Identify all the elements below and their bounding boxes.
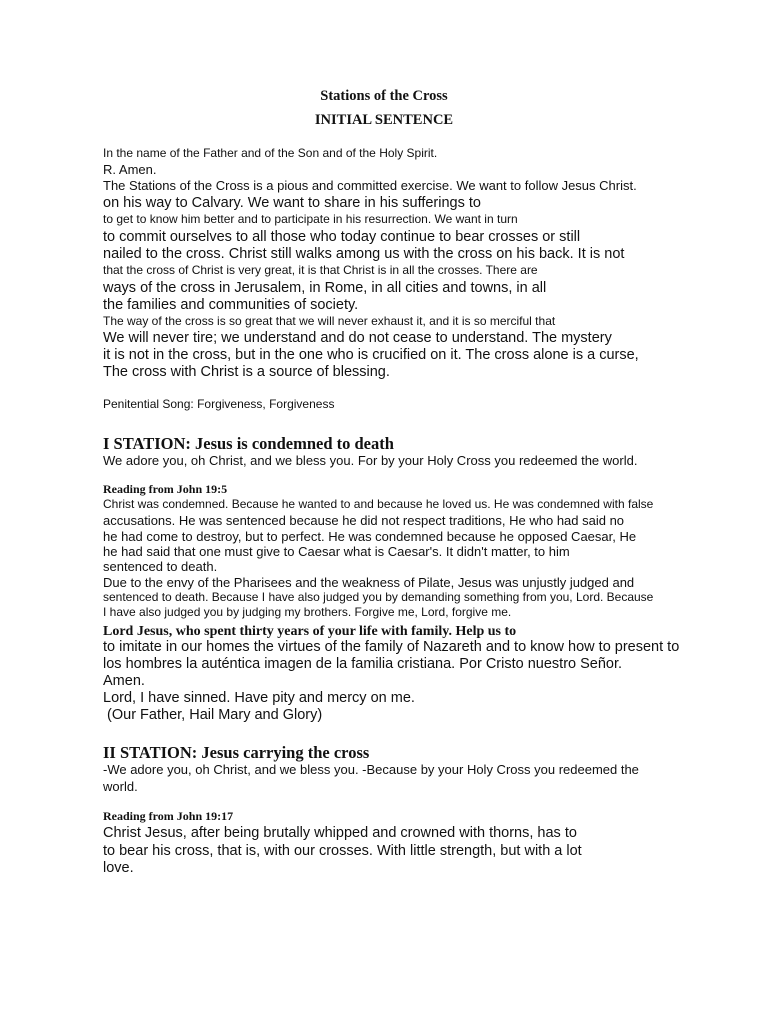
intro-line: that the cross of Christ is very great, it is that Christ is in all the crosses. There are	[103, 263, 538, 277]
station-2-reading-title: Reading from John 19:17	[103, 809, 234, 823]
prayer-line: (Our Father, Hail Mary and Glory)	[103, 707, 323, 723]
station-2-adore: -We adore you, oh Christ, and we bless you. -Because by your Holy Cross you redeemed the	[103, 762, 639, 777]
prayer-line: los hombres la auténtica imagen de la familia cristiana. Por Cristo nuestro Señor.	[103, 656, 623, 672]
intro-line: In the name of the Father and of the Son and of the Holy Spirit.	[103, 146, 438, 160]
reading-line: Christ was condemned. Because he wanted to and because he loved us. He was condemned with false	[103, 497, 654, 511]
intro-line: the families and communities of society.	[103, 297, 359, 313]
intro-line: to commit ourselves to all those who today continue to bear crosses or still	[103, 229, 581, 245]
intro-line: nailed to the cross. Christ still walks among us with the cross on his back. It is not	[103, 246, 625, 262]
intro-line: ways of the cross in Jerusalem, in Rome, in all cities and towns, in all	[103, 280, 547, 296]
station-2-adore: world.	[103, 779, 138, 794]
intro-line: We will never tire; we understand and do not cease to understand. The mystery	[103, 330, 612, 346]
station-1-reading-title: Reading from John 19:5	[103, 482, 228, 496]
reading-line: sentenced to death. Because I have also judged you by demanding something from you, Lord. Because	[103, 590, 654, 604]
penitential-song: Penitential Song: Forgiveness, Forgiveness	[103, 397, 335, 411]
document-subtitle: INITIAL SENTENCE	[314, 112, 454, 128]
reading-line: he had come to destroy, but to perfect. He was condemned because he opposed Caesar, He	[103, 529, 637, 544]
reading-line: Due to the envy of the Pharisees and the weakness of Pilate, Jesus was unjustly judged and	[103, 575, 635, 590]
intro-line: The cross with Christ is a source of blessing.	[103, 364, 390, 380]
station-2-heading: II STATION: Jesus carrying the cross	[103, 743, 370, 762]
reading-line: to bear his cross, that is, with our crosses. With little strength, but with a lot	[103, 843, 582, 859]
intro-line: to get to know him better and to participate in his resurrection. We want in turn	[103, 212, 518, 226]
intro-line: R. Amen.	[103, 162, 157, 177]
reading-line: sentenced to death.	[103, 559, 218, 574]
intro-line: it is not in the cross, but in the one who is crucified on it. The cross alone is a curse,	[103, 347, 639, 363]
reading-line: he had said that one must give to Caesar what is Caesar's. It didn't matter, to him	[103, 544, 570, 559]
reading-line: Christ Jesus, after being brutally whipped and crowned with thorns, has to	[103, 825, 577, 841]
document-title: Stations of the Cross	[320, 88, 448, 104]
reading-line: I have also judged you by judging my brothers. Forgive me, Lord, forgive me.	[103, 605, 512, 619]
prayer-line: Amen.	[103, 673, 145, 689]
intro-line: on his way to Calvary. We want to share in his sufferings to	[103, 195, 481, 211]
intro-line: The way of the cross is so great that we will never exhaust it, and it is so merciful that	[103, 314, 556, 328]
prayer-line: Lord, I have sinned. Have pity and mercy on me.	[103, 690, 415, 706]
prayer-line: to imitate in our homes the virtues of the family of Nazareth and to know how to present to	[103, 639, 680, 655]
intro-line: The Stations of the Cross is a pious and committed exercise. We want to follow Jesus Christ.	[103, 178, 637, 193]
station-1-heading: I STATION: Jesus is condemned to death	[103, 434, 394, 453]
station-1-prayer-heading: Lord Jesus, who spent thirty years of your life with family. Help us to	[103, 624, 517, 639]
station-1-adore: We adore you, oh Christ, and we bless you. For by your Holy Cross you redeemed the world.	[103, 453, 638, 468]
reading-line: love.	[103, 860, 134, 876]
reading-line: accusations. He was sentenced because he did not respect traditions, He who had said no	[103, 513, 625, 528]
